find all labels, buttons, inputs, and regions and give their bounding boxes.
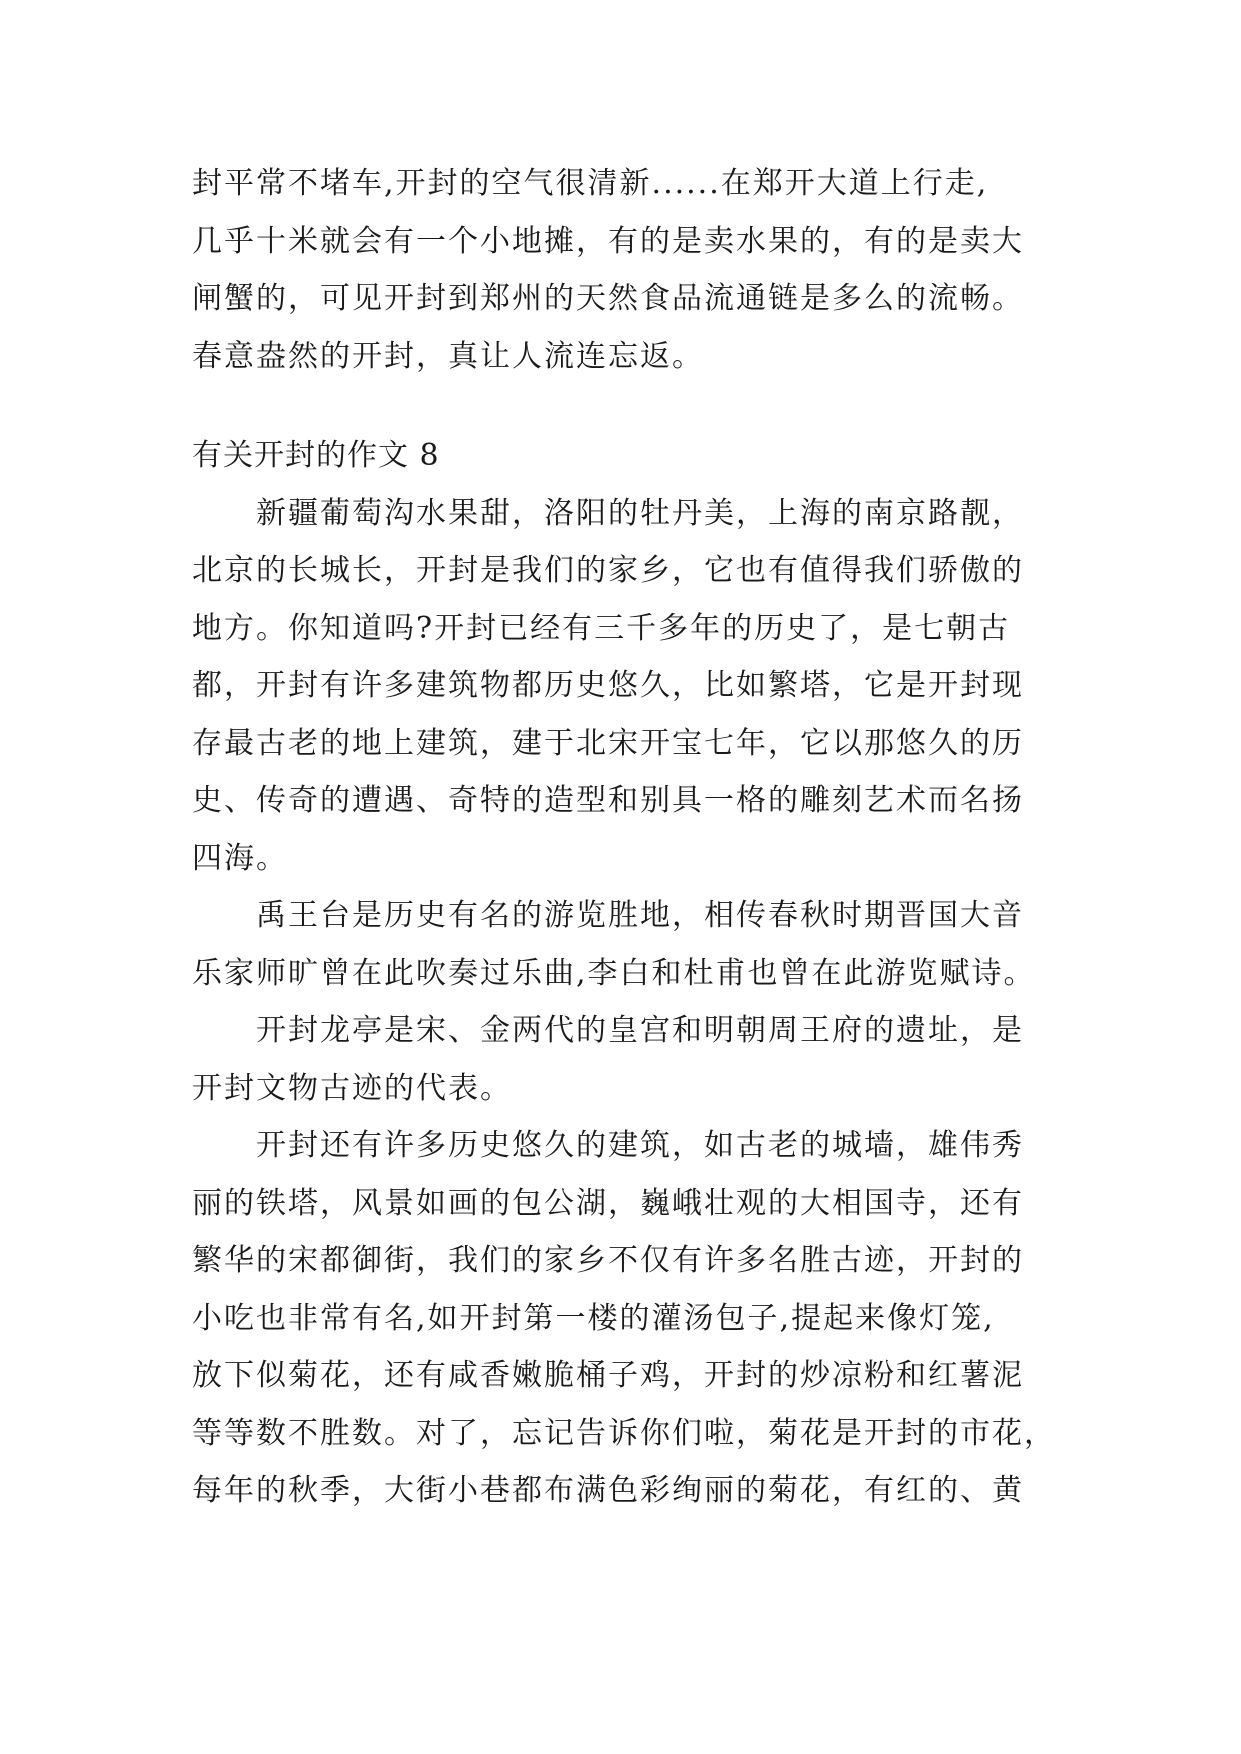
text-line: 闸蟹的，可见开封到郑州的天然食品流通链是多么的流畅。 <box>192 281 1024 316</box>
text-line: 新疆葡萄沟水果甜，洛阳的牡丹美，上海的南京路靓， <box>256 495 1024 531</box>
paragraph-2 <box>192 887 1092 1002</box>
text-line: 开封文物古迹的代表。 <box>192 1070 512 1106</box>
text-line: 封平常不堵车,开封的空气很清新......在郑开大道上行走, <box>192 166 989 201</box>
text-line: 存最古老的地上建筑，建于北宋开宝七年，它以那悠久的历 <box>192 725 1024 761</box>
document-body <box>192 155 1092 1520</box>
text-line: 史、传奇的遭遇、奇特的造型和别具一格的雕刻艺术而名扬 <box>192 783 1024 818</box>
section-title: 有关开封的作文 8 <box>192 438 440 473</box>
text-line: 开封龙亭是宋、金两代的皇宫和明朝周王府的遗址，是 <box>256 1013 1024 1048</box>
text-line: 丽的铁塔，风景如画的包公湖，巍峨壮观的大相国寺，还有 <box>192 1185 1024 1221</box>
text-line: 几乎十米就会有一个小地摊，有的是卖水果的，有的是卖大 <box>192 223 1024 259</box>
text-line: 地方。你知道吗?开封已经有三千多年的历史了，是七朝古 <box>192 610 1011 646</box>
top-paragraph <box>192 155 1092 385</box>
text-line: 繁华的宋都御街，我们的家乡不仅有许多名胜古迹，开封的 <box>192 1243 1024 1278</box>
text-line: 小吃也非常有名,如开封第一楼的灌汤包子,提起来像灯笼, <box>192 1300 995 1336</box>
text-line: 开封还有许多历史悠久的建筑，如古老的城墙，雄伟秀 <box>256 1128 1024 1163</box>
text-line: 放下似菊花，还有咸香嫩脆桶子鸡，开封的炒凉粉和红薯泥 <box>192 1358 1024 1393</box>
text-line: 都，开封有许多建筑物都历史悠久，比如繁塔，它是开封现 <box>192 668 1024 703</box>
paragraph-1 <box>192 485 1092 888</box>
text-line: 每年的秋季，大街小巷都布满色彩绚丽的菊花，有红的、黄 <box>192 1473 1024 1508</box>
text-line: 春意盎然的开封，真让人流连忘返。 <box>192 338 704 374</box>
text-line: 等等数不胜数。对了，忘记告诉你们啦，菊花是开封的市花， <box>192 1415 1056 1451</box>
paragraph-4 <box>192 1117 1092 1520</box>
text-line: 乐家师旷曾在此吹奏过乐曲,李白和杜甫也曾在此游览赋诗。 <box>192 955 1036 991</box>
text-line: 四海。 <box>192 840 288 876</box>
text-line: 禹王台是历史有名的游览胜地，相传春秋时期晋国大音 <box>256 898 1024 933</box>
paragraph-3 <box>192 1002 1092 1117</box>
text-line: 北京的长城长，开封是我们的家乡，它也有值得我们骄傲的 <box>192 553 1024 588</box>
